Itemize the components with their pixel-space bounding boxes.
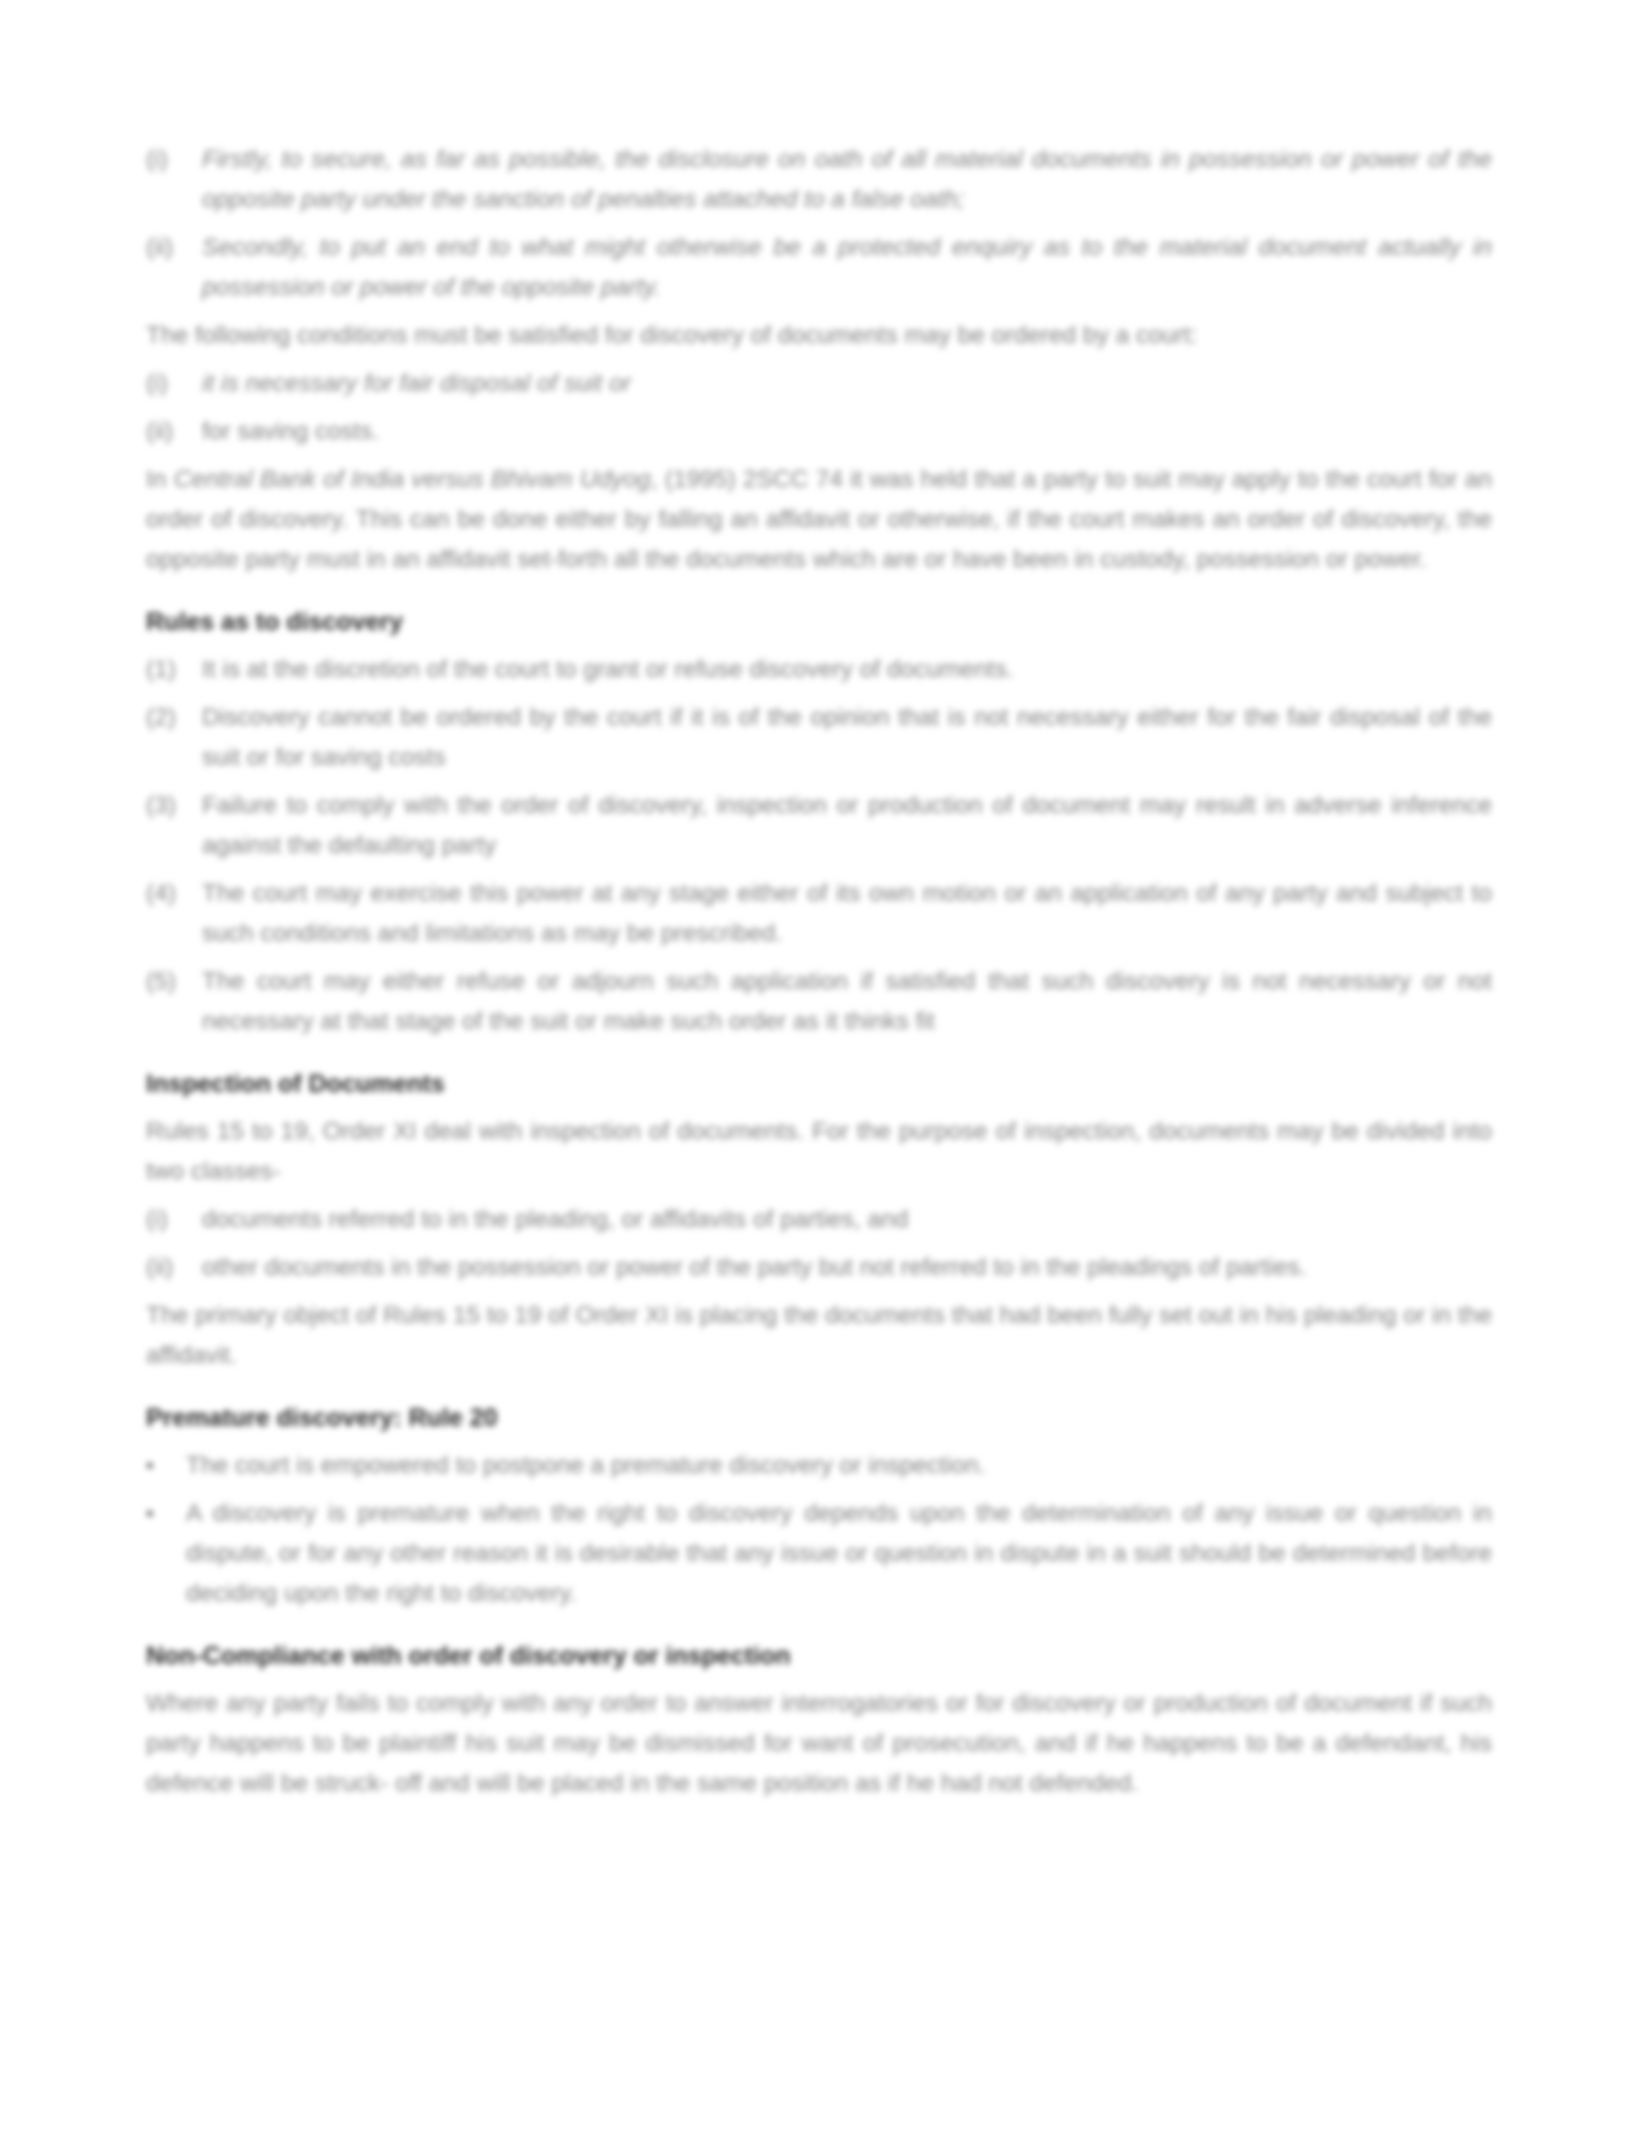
noncompliance-paragraph: Where any party fails to comply with any order to answer interrogatories or for discovery or production of document if such party happens to be plaintiff his suit may be dismissed for want of prosecution, and if he happens to be a defendant, his defence will be struck- off and will be placed in the same position as if he had not defended. <box>146 1690 1492 1797</box>
case-paragraph <box>146 460 1492 580</box>
item-number: (ii) <box>146 418 174 445</box>
item-number: (5) <box>146 968 176 995</box>
bullet-icon: • <box>146 1453 154 1478</box>
bullet-icon: • <box>146 1501 154 1526</box>
item-text: Discovery cannot be ordered by the court if it is of the opinion that is not necessary either for the fair disposal of the suit or for saving costs <box>202 704 1492 771</box>
item-text: Secondly, to put an end to what might otherwise be a protected enquiry as to the material document actually in possession or power of the opposite party. <box>202 234 1492 301</box>
item-text: other documents in the possession or power of the party but not referred to in the pleadings of parties. <box>202 1254 1307 1281</box>
item-text: it is necessary for fair disposal of suit or <box>202 370 631 397</box>
item-number: (4) <box>146 880 176 907</box>
item-text: It is at the discretion of the court to grant or refuse discovery of documents. <box>202 656 1014 683</box>
item-number: (i) <box>146 370 168 397</box>
case-rest: , (1995) 2SCC 74 it was held that a party to suit may apply to the court for an order of discovery. This can be done either by falling an affidavit or otherwise, if the court makes an order of discovery, the opposite party must in an affidavit set-forth all the documents which are or have been in custody, possession or power. <box>146 466 1492 573</box>
list-item <box>146 364 1492 404</box>
list-item <box>146 786 1492 866</box>
case-versus: versus <box>404 466 491 493</box>
list-item <box>146 412 1492 452</box>
item-text: The court is empowered to postpone a premature discovery or inspection. <box>186 1452 986 1479</box>
list-item <box>146 962 1492 1042</box>
case-party-2: Bhivam Udyog <box>490 466 651 493</box>
case-prefix: In <box>146 466 174 493</box>
item-text: documents referred to in the pleading, or affidavits of parties, and <box>202 1206 909 1233</box>
bullet-item <box>146 1494 1492 1614</box>
inspection-outro: The primary object of Rules 15 to 19 of Order XI is placing the documents that had been fully set out in his pleading or in the affidavit. <box>146 1302 1492 1369</box>
item-text: for saving costs. <box>202 418 380 445</box>
item-number: (1) <box>146 656 176 683</box>
list-item <box>146 140 1492 220</box>
item-number: (3) <box>146 792 176 819</box>
section-heading: Premature discovery: Rule 20 <box>146 1404 498 1432</box>
item-text: Failure to comply with the order of discovery, inspection or production of document may result in adverse inference against the defaulting party <box>202 792 1492 859</box>
list-item <box>146 698 1492 778</box>
item-number: (i) <box>146 1206 168 1233</box>
list-item <box>146 650 1492 690</box>
section-heading: Inspection of Documents <box>146 1070 445 1098</box>
section-heading: Rules as to discovery <box>146 608 404 636</box>
item-text: The court may either refuse or adjourn such application if satisfied that such discovery is not necessary or not necessary at that stage of the suit or make such order as it thinks fit <box>202 968 1492 1035</box>
item-text: A discovery is premature when the right to discovery depends upon the determination of any issue or question in dispute, or for any other reason it is desirable that any issue or question in dispute in a suit should be determined before deciding upon the right to discovery. <box>186 1500 1492 1607</box>
item-number: (ii) <box>146 1254 174 1281</box>
inspection-intro: Rules 15 to 19, Order XI deal with inspection of documents. For the purpose of inspection, documents may be divided into two classes- <box>146 1118 1492 1185</box>
item-number: (ii) <box>146 234 174 261</box>
item-text: Firstly, to secure, as far as possible, the disclosure on oath of all material documents in possession or power of the opposite party under the sanction of penalties attached to a false oath; <box>202 146 1492 213</box>
list-item <box>146 228 1492 308</box>
list-item <box>146 874 1492 954</box>
conditions-intro: The following conditions must be satisfied for discovery of documents may be ordered by a court: <box>146 322 1198 349</box>
item-number: (2) <box>146 704 176 731</box>
list-item <box>146 1200 1492 1240</box>
bullet-item <box>146 1446 1492 1486</box>
section-heading: Non-Compliance with order of discovery or inspection <box>146 1642 791 1670</box>
list-item <box>146 1248 1492 1288</box>
item-number: (i) <box>146 146 168 173</box>
item-text: The court may exercise this power at any stage either of its own motion or an application of any party and subject to such conditions and limitations as may be prescribed. <box>202 880 1492 947</box>
case-party-1: Central Bank of India <box>173 466 405 493</box>
